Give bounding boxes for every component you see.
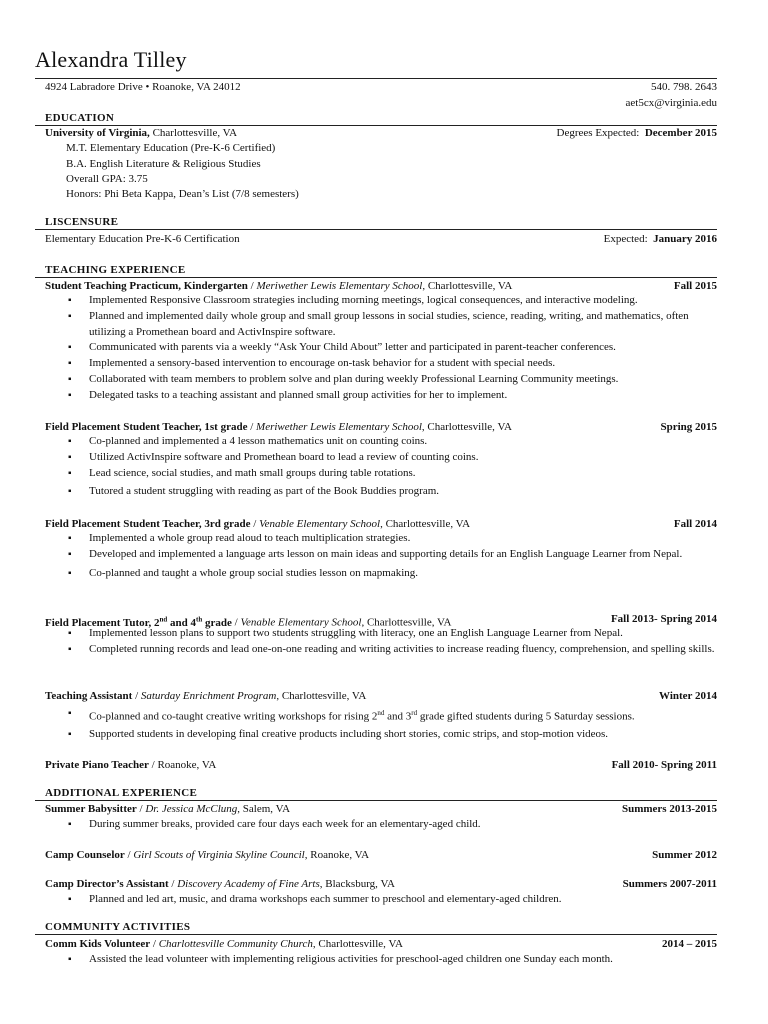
expected-label: Expected:	[603, 233, 648, 245]
job-location: , Roanoke, VA	[304, 849, 370, 861]
job-bullets	[66, 706, 717, 743]
additional-divider	[35, 800, 717, 801]
bullet-item: ▪ Developed and implemented a language arts lesson on main ideas and supporting details for an English Language Learner from Nepal.	[66, 547, 717, 563]
superscript: rd	[411, 709, 418, 717]
separator: /	[132, 690, 141, 702]
title-part: Field Placement Tutor, 2	[45, 616, 160, 629]
job-date: Fall 2015	[673, 280, 717, 292]
job-title: Teaching Assistant	[45, 690, 133, 702]
bullet-item: ▪ Tutored a student struggling with reading as part of the Book Buddies program.	[66, 484, 717, 500]
job-location: Roanoke, VA	[157, 759, 217, 771]
header-divider	[35, 78, 717, 79]
job-date: Summers 2007-2011	[622, 878, 717, 890]
job-org: Meriwether Lewis Elementary School	[256, 280, 423, 292]
bullet-item: ▪ Planned and led art, music, and drama workshops each summer to preschool and elementary-aged children.	[66, 892, 717, 908]
email: aet5cx@virginia.edu	[625, 97, 717, 109]
job-date: Summer 2012	[652, 849, 717, 861]
degrees-date: December 2015	[644, 127, 717, 139]
superscript: nd	[377, 709, 385, 717]
education-honors: Honors: Phi Beta Kappa, Dean’s List (7/8 semesters)	[66, 188, 299, 200]
job-location: , Charlottesville, VA	[380, 518, 471, 530]
separator: /	[136, 803, 146, 815]
bullet-item: ▪ Completed running records and lead one-on-one reading and writing activities to increase reading fluency, comprehension, and spelling skills.	[66, 642, 717, 658]
school-location: Charlottesville, VA	[149, 127, 238, 139]
bullet-item: ▪ Co-planned and taught a whole group social studies lesson on mapmaking.	[66, 566, 717, 582]
job-org: Charlottesville Community Church	[158, 938, 313, 950]
bullet-item: ▪ During summer breaks, provided care four days each week for an elementary-aged child.	[66, 817, 717, 833]
bullet-item: ▪ Lead science, social studies, and math small groups during table rotations.	[66, 466, 717, 482]
job-org: Dr. Jessica McClung	[145, 803, 238, 815]
job-bullets	[66, 626, 717, 658]
job-bullets	[66, 293, 717, 404]
bullet-item: ▪ Implemented lesson plans to support two students struggling with literacy, one an English Language Learner from Nepal.	[66, 626, 717, 642]
job-bullets	[66, 817, 717, 833]
job-title-row	[45, 877, 717, 891]
education-school-row	[45, 126, 717, 140]
job-org: Saturday Enrichment Program	[140, 690, 277, 702]
expected-date: January 2016	[653, 233, 717, 245]
education-degree-2: B.A. English Literature & Religious Studies	[66, 158, 261, 170]
job-location: , Blacksburg, VA	[319, 878, 395, 890]
bullet-text: and 3	[384, 710, 412, 723]
separator: /	[250, 518, 260, 530]
phone: 540. 798. 2643	[651, 81, 717, 93]
job-org: Venable Elementary School	[240, 616, 362, 629]
job-title-row	[45, 517, 717, 531]
bullet-text: Co-planned and co-taught creative writing workshops for rising 2	[89, 710, 378, 723]
job-org: Meriwether Lewis Elementary School	[256, 421, 422, 433]
job-date: Winter 2014	[659, 690, 717, 702]
separator: /	[231, 616, 241, 629]
separator: /	[124, 849, 134, 861]
additional-heading: ADDITIONAL EXPERIENCE	[45, 787, 198, 799]
separator: /	[247, 280, 257, 292]
school-name: University of Virginia,	[45, 127, 150, 139]
bullet-item: ▪ Planned and implemented daily whole group and small group lessons in social studies, science, reading, writing, and mathematics, often utilizing a Promethean board and ActivInspire software.	[66, 309, 717, 341]
teaching-divider	[35, 277, 717, 278]
job-location: , Salem, VA	[237, 803, 291, 815]
candidate-name: Alexandra Tilley	[35, 47, 187, 72]
separator: /	[150, 938, 159, 950]
job-title: Camp Counselor	[45, 849, 125, 861]
contact-row	[45, 80, 717, 94]
bullet-item: ▪ Communicated with parents via a weekly “Ask Your Child About” letter and participated in parent-teacher conferences.	[66, 340, 717, 356]
job-title: Field Placement Student Teacher, 3rd grade	[45, 518, 251, 530]
education-gpa: Overall GPA: 3.75	[66, 173, 148, 185]
separator: /	[148, 759, 158, 771]
superscript: th	[196, 615, 203, 623]
licensure-heading: LISCENSURE	[45, 216, 119, 228]
education-degree-1: M.T. Elementary Education (Pre-K-6 Certified)	[66, 142, 276, 154]
bullet-item	[66, 706, 717, 725]
job-title-row	[45, 848, 717, 862]
licensure-text: Elementary Education Pre-K-6 Certification	[45, 233, 240, 245]
job-title: Private Piano Teacher	[45, 759, 149, 771]
bullet-item: ▪ Utilized ActivInspire software and Promethean board to lead a review of counting coins.	[66, 450, 717, 466]
education-heading: EDUCATION	[45, 112, 115, 124]
separator: /	[168, 878, 178, 890]
licensure-expected	[604, 232, 717, 246]
degrees-label: Degrees Expected:	[556, 127, 640, 139]
job-title-row	[45, 802, 717, 816]
address: 4924 Labradore Drive • Roanoke, VA 24012	[45, 81, 241, 93]
job-title-row	[45, 758, 717, 772]
job-title-row	[45, 420, 717, 434]
licensure-divider	[35, 229, 717, 230]
licensure-row	[45, 232, 717, 246]
job-location: , Charlottesville, VA	[422, 280, 513, 292]
job-bullets	[66, 952, 717, 968]
separator: /	[247, 421, 257, 433]
job-date: Spring 2015	[660, 421, 717, 433]
job-org: Girl Scouts of Virginia Skyline Council	[133, 849, 305, 861]
job-title: Summer Babysitter	[45, 803, 137, 815]
community-heading: COMMUNITY ACTIVITIES	[45, 921, 191, 933]
job-title: Camp Director’s Assistant	[45, 878, 169, 890]
job-location: , Charlottesville, VA	[312, 938, 403, 950]
bullet-item: ▪ Implemented a sensory-based intervention to encourage on-task behavior for a student with special needs.	[66, 356, 717, 372]
title-part: and 4	[167, 616, 197, 629]
bullet-item: ▪ Implemented a whole group read aloud to teach multiplication strategies.	[66, 531, 717, 547]
bullet-item: ▪ Assisted the lead volunteer with implementing religious activities for preschool-aged children one Sunday each month.	[66, 952, 717, 968]
degrees-expected	[557, 126, 717, 140]
job-date: Fall 2014	[673, 518, 717, 530]
title-part: grade	[202, 616, 232, 629]
job-title-row	[45, 937, 717, 951]
bullet-item: ▪ Co-planned and implemented a 4 lesson mathematics unit on counting coins.	[66, 434, 717, 450]
job-title-row	[45, 279, 717, 293]
job-bullets	[66, 434, 717, 500]
job-date: 2014 – 2015	[662, 938, 717, 950]
job-title: Comm Kids Volunteer	[45, 938, 151, 950]
teaching-heading: TEACHING EXPERIENCE	[45, 264, 186, 276]
job-bullets	[66, 892, 717, 908]
job-title: Field Placement Student Teacher, 1st grade	[45, 421, 248, 433]
bullet-item: ▪ Collaborated with team members to problem solve and plan during weekly Professional Learning Community meetings.	[66, 372, 717, 388]
job-date: Summers 2013-2015	[621, 803, 717, 815]
community-divider	[35, 934, 717, 935]
job-title-row	[45, 689, 717, 703]
job-location: , Charlottesville, VA	[421, 421, 512, 433]
job-location: , Charlottesville, VA	[276, 690, 367, 702]
bullet-text: grade gifted students during 5 Saturday sessions.	[417, 710, 635, 723]
bullet-item: ▪ Supported students in developing final creative products including short stories, comic strips, and stop-motion videos.	[66, 727, 717, 743]
job-title: Student Teaching Practicum, Kindergarten	[45, 280, 248, 292]
superscript: nd	[159, 615, 168, 623]
job-location: , Charlottesville, VA	[361, 616, 452, 629]
bullet-item: ▪ Delegated tasks to a teaching assistant and planned small group activities for her to implement.	[66, 388, 717, 404]
job-date: Fall 2013- Spring 2014	[610, 613, 717, 625]
job-org: Discovery Academy of Fine Arts	[177, 878, 320, 890]
job-date: Fall 2010- Spring 2011	[611, 759, 717, 771]
bullet-item: ▪ Implemented Responsive Classroom strategies including morning meetings, logical consequences, and interactive modeling.	[66, 293, 717, 309]
job-org: Venable Elementary School	[259, 518, 381, 530]
job-bullets	[66, 531, 717, 581]
